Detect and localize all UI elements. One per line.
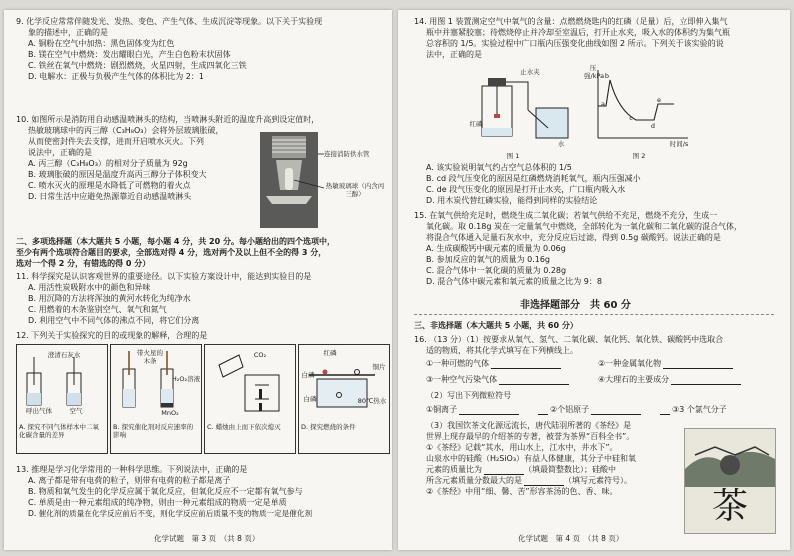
symbol-chlorine-molecules: ③3 个氯气分子 — [672, 405, 727, 414]
q9-stem-2: 象的描述中，正确的是 — [28, 28, 108, 37]
fill-metal-oxide: ②一种金属氧化物 — [598, 359, 662, 368]
q14-stem-3: 总容积的 1/5。实验过程中广口瓶内压强变化曲线如图 2 所示。下列关于该实验的说 — [426, 39, 724, 48]
q15-stem-1: 15. 在氧气供给充足时，燃烧生成二氧化碳；若氧气供给不充足，燃烧不充分，生成一 — [414, 211, 718, 220]
tea-line-5a: 元素的质量比为 — [426, 465, 482, 474]
right-page — [398, 10, 790, 550]
question-11 — [16, 271, 311, 326]
q14-options — [426, 162, 641, 206]
label-water-clamp: 止水夹 — [520, 68, 540, 76]
q12-caption-a: A. 探究不同气体样本中二氧化碳含量的差异 — [19, 423, 99, 439]
point-a: a — [601, 100, 605, 108]
label-copper-sheet: 铜片 — [372, 363, 386, 371]
q15-option-d: D. 混合气体中碳元素和氧元素的质量之比为 9：8 — [426, 277, 602, 286]
q10-stem-4: 说法中，正确的是 — [28, 148, 92, 157]
label-limewater: 澄清石灰水 — [47, 351, 81, 359]
q12-box-a — [16, 344, 108, 454]
tea-landscape-image — [685, 429, 775, 487]
tea-line-6a: 所含元素质量分数最大的是 — [426, 476, 522, 485]
question-16 — [414, 334, 723, 356]
q10-option-d: D. 日常生活中应避免热源靠近自动感温喷淋头 — [28, 192, 192, 201]
tea-line-6 — [426, 475, 636, 486]
q10-option-b: B. 玻璃胀破的原因是温度升高丙三醇分子体积变大 — [28, 170, 207, 179]
label-exhaled-gas: 呼出气体 — [26, 407, 52, 415]
q15-stem-2: 氧化碳。取 0.18g 炭在一定量氧气中燃烧，全部转化为一氧化碳和二氧化碳的混合气体， — [426, 222, 742, 231]
tea-illustration — [684, 428, 776, 534]
q15-option-a: A. 生成碳酸钙中碳元素的质量为 0.06g — [426, 244, 566, 253]
label-water-pipe: 连接消防供水管 — [324, 150, 370, 158]
q10-stem-3: 从而使密封件失去支撑，进而开启喷水灭火。下列 — [28, 137, 204, 146]
fill-marble-component: ④大理石的主要成分 — [598, 375, 670, 384]
q12-caption-d: D. 探究燃烧的条件 — [301, 423, 356, 431]
q16-fill-1 — [426, 358, 561, 369]
q16-fill-2 — [598, 358, 733, 369]
question-12-stem: 12. 下列关于实验探究的目的或现象的解释，合理的是 — [16, 331, 208, 340]
section-divider — [414, 314, 774, 315]
fill-air-pollutant: ③一种空气污染气体 — [426, 375, 498, 384]
q16-symbol-3 — [660, 404, 727, 415]
label-glass-bulb: 热敏玻璃球（内含丙三醇） — [325, 182, 385, 198]
point-c: c — [629, 114, 633, 122]
label-white-phosphorus-water: 白磷 — [303, 395, 317, 403]
label-water: 水 — [557, 140, 565, 148]
point-b: b — [604, 72, 610, 80]
answer-blank[interactable] — [499, 376, 569, 385]
q14-option-b: B. cd 段气压变化的原因是红磷燃烧消耗氧气，瓶内压强减小 — [426, 174, 641, 183]
q12-figures — [16, 344, 388, 454]
label-glowing-splint: 带火星的木条 — [137, 349, 163, 365]
tea-line-7: ②《茶经》中用“细、馨、苦”形容茶汤的色、香、味。 — [426, 487, 618, 496]
q15-stem-3: 将混合气体通入足量石灰水中，充分反应后过滤，得到 0.5g 碳酸钙。说法正确的是 — [426, 233, 721, 242]
sprinkler-figure — [258, 130, 388, 230]
answer-blank[interactable] — [660, 406, 670, 415]
caption-figure-2: 图 2 — [632, 152, 646, 160]
question-15 — [414, 210, 742, 287]
tea-line-4: 山泉水中的硅酸（H₂SiO₃）有益人体健康，其分子中硅和氧 — [426, 454, 637, 463]
left-page — [4, 10, 392, 550]
label-co2: CO₂ — [253, 351, 267, 359]
tea-line-5b: （填最简整数比）；硅酸中 — [524, 465, 616, 474]
q16-stem-2: 适的物质，将其化学式填写在下列横线上。 — [426, 346, 578, 355]
label-red-phosphorus: 红磷 — [469, 120, 483, 128]
q14-option-c: C. de 段气压变化的原因是打开止水夹，广口瓶内吸入水 — [426, 185, 626, 194]
q12-caption-b: B. 探究催化剂对反应速率的影响 — [113, 423, 194, 439]
q16-part-2: （2）写出下列微粒符号 — [426, 391, 512, 400]
q16-fill-4 — [598, 374, 741, 385]
point-d: d — [650, 122, 656, 130]
q9-option-a: A. 铜粉在空气中加热：黑色固体变为红色 — [28, 39, 175, 48]
symbol-aluminum-atom: ②个铝原子 — [550, 405, 590, 414]
q16-symbol-2 — [538, 404, 641, 415]
q14-option-a: A. 该实验说明氧气约占空气总体积的 1/5 — [426, 163, 572, 172]
q15-option-c: C. 混合气体中一氧化碳的质量为 0.28g — [426, 266, 567, 275]
point-e: e — [657, 96, 661, 104]
symbol-copper-ion: ①铜离子 — [426, 405, 458, 414]
tea-line-5 — [426, 464, 636, 475]
label-mno2: MnO₂ — [161, 409, 179, 417]
q15-option-b: B. 参加反应的氧气的质量为 0.16g — [426, 255, 551, 264]
answer-blank[interactable] — [484, 466, 524, 475]
q12-box-d — [298, 344, 390, 454]
tea-character: 茶 — [711, 486, 748, 527]
section-2-line-3: 选对一个得 2 分，有错选的得 0 分） — [16, 259, 151, 268]
question-13 — [16, 464, 312, 519]
label-red-phosphorus: 红磷 — [323, 349, 337, 357]
q13-option-d: D. 催化剂的质量在化学反应前后不变，则化学反应前后质量不变的物质一定是催化剂 — [28, 509, 313, 518]
q11-option-a: A. 用活性炭吸附水中的颜色和异味 — [28, 283, 151, 292]
tea-line-6b: （填写元素符号）。 — [564, 476, 632, 485]
section-2-line-1: 二、多项选择题（本大题共 5 小题，每小题 4 分，共 20 分。每小题给出的四个选项中， — [16, 237, 335, 246]
part-title: 非选择题部分 共 60 分 — [520, 300, 631, 311]
answer-blank[interactable] — [663, 360, 733, 369]
answer-blank[interactable] — [524, 477, 564, 486]
label-hot-water: 80℃热水 — [357, 397, 387, 405]
q12-caption-c: C. 蜡烛由上而下依次熄灭 — [207, 423, 281, 431]
q13-stem: 13. 推理是学习化学常用的一种科学思维。下列说法中，正确的是 — [16, 465, 248, 474]
x-axis-label: 时间/s — [669, 140, 689, 148]
q14-option-d: D. 用木炭代替红磷实验，能得到同样的实验结论 — [426, 196, 598, 205]
answer-blank[interactable] — [491, 360, 561, 369]
section-2-header — [16, 236, 335, 269]
q10-stem-2: 热敏玻璃球中的丙三醇（C₃H₈O₃）会将外层玻璃胀破， — [28, 126, 224, 135]
answer-blank[interactable] — [459, 406, 519, 415]
q13-option-a: A. 离子都是带有电荷的粒子，则带有电荷的粒子都是离子 — [28, 476, 231, 485]
q12-box-c — [204, 344, 296, 454]
left-page-footer: 化学试题 第 3 页 （共 8 页） — [154, 534, 260, 543]
question-14 — [414, 16, 730, 60]
answer-blank[interactable] — [591, 406, 641, 415]
label-white-phosphorus-top: 白磷 — [301, 371, 315, 379]
q13-option-c: C. 单质是由一种元素组成的纯净物，则由一种元素组成的物质一定是单质 — [28, 498, 287, 507]
answer-blank[interactable] — [538, 406, 548, 415]
sprinkler-photo — [258, 130, 388, 230]
q14-stem-2: 瓶中并塞紧胶塞；待燃烧停止并冷却至室温后，打开止水夹，吸入水的体积约为集气瓶 — [426, 28, 730, 37]
q13-option-b: B. 物质和氧气发生的化学反应属于氧化反应，但氧化反应不一定都有氧气参与 — [28, 487, 303, 496]
q12-box-b — [110, 344, 202, 454]
q14-apparatus — [468, 64, 578, 150]
tea-line-1: （3）我国饮茶文化源远流长，唐代陆羽所著的《茶经》是 — [426, 421, 632, 430]
q16-stem-1: 16. （13 分）（1）按要求从氧气、氢气、二氧化碳、氧化钙、氧化铁、碳酸钙中选取合 — [414, 335, 724, 344]
q16-part-3 — [426, 420, 636, 497]
q14-stem-1: 14. 用图 1 装置测定空气中氧气的含量：点燃燃烧匙内的红磷（足量）后，立即伸入集气 — [414, 17, 728, 26]
label-air: 空气 — [69, 407, 83, 415]
caption-figure-1: 图 1 — [506, 152, 520, 160]
q9-option-c: C. 铁丝在氧气中燃烧：剧烈燃烧，火星四射，生成四氧化三铁 — [28, 61, 247, 70]
tea-line-2: 世界上现存最早的介绍茶的专著，被誉为茶界“百科全书”。 — [426, 432, 635, 441]
label-h2o2: H₂O₂溶液 — [171, 375, 201, 383]
tea-line-3: ①《茶经》记载“其水，用山水上，江水中，井水下”。 — [426, 443, 618, 452]
fill-combustible-gas: ①一种可燃的气体 — [426, 359, 490, 368]
section-2-line-2: 至少有两个选项符合题目的要求，全部选对得 4 分，选对两个及以上但不全的得 3 分， — [16, 248, 327, 257]
q11-option-d: D. 利用空气中不同气体的沸点不同，将它们分离 — [28, 316, 200, 325]
q14-stem-4: 法中，正确的是 — [426, 50, 482, 59]
q14-figure-2 — [584, 64, 694, 160]
q11-option-b: B. 用沉降的方法将浑浊的黄河水转化为纯净水 — [28, 294, 191, 303]
q11-option-c: C. 用燃着的木条鉴别空气、氧气和氮气 — [28, 305, 167, 314]
y-axis-label: 压强/kPa — [584, 64, 605, 80]
q10-stem-1: 10. 如图所示是消防用自动感温喷淋头的结构，当喷淋头附近的温度升高到设定值时， — [16, 115, 320, 124]
q16-symbol-1 — [426, 404, 519, 415]
q10-option-c: C. 喷水灭火的原理是水降低了可燃物的着火点 — [28, 181, 191, 190]
q9-option-d: D. 电解水：正极与负极产生气体的体积比为 2：1 — [28, 72, 204, 81]
right-page-footer: 化学试题 第 4 页 （共 8 页） — [518, 534, 624, 543]
q11-stem: 11. 科学探究是认识客观世界的重要途径。以下实验方案设计中，能达到实验目的是 — [16, 272, 312, 281]
q16-fill-3 — [426, 374, 569, 385]
q9-option-b: B. 镁在空气中燃烧：发出耀眼白光，产生白色粉末状固体 — [28, 50, 231, 59]
answer-blank[interactable] — [671, 376, 741, 385]
q9-stem-1: 9. 化学反应常常伴随发光、发热、变色、产生气体、生成沉淀等现象。以下关于实验现 — [16, 17, 323, 26]
q10-option-a: A. 丙三醇（C₃H₈O₃）的相对分子质量为 92g — [28, 159, 188, 168]
q14-figure-1 — [468, 64, 578, 160]
section-3-header: 三、非选择题（本大题共 5 小题，共 60 分） — [414, 321, 578, 330]
question-9 — [16, 16, 322, 82]
